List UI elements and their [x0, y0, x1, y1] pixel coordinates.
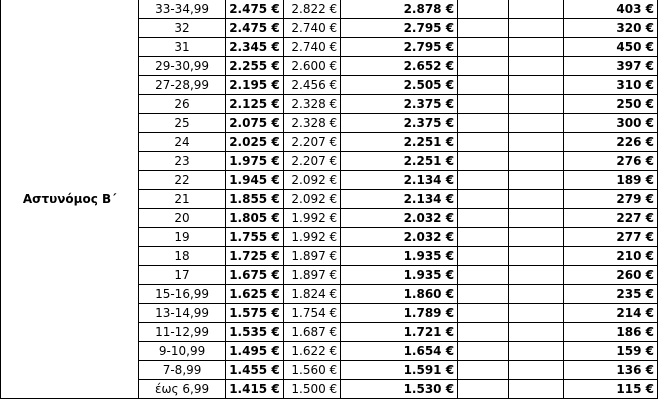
empty-cell-4 — [458, 95, 509, 114]
years-cell: 13-14,99 — [139, 304, 226, 323]
empty-cell-4 — [458, 38, 509, 57]
amount-cell-6: 214 € — [563, 304, 657, 323]
amount-cell-2: 1.992 € — [283, 228, 341, 247]
amount-cell-6: 403 € — [563, 0, 657, 19]
amount-cell-2: 2.328 € — [283, 95, 341, 114]
empty-cell-4 — [458, 0, 509, 19]
amount-cell-6: 320 € — [563, 19, 657, 38]
amount-cell-1: 2.125 € — [225, 95, 283, 114]
empty-cell-4 — [458, 380, 509, 399]
amount-cell-2: 2.822 € — [283, 0, 341, 19]
amount-cell-3: 2.375 € — [341, 114, 458, 133]
years-cell: έως 6,99 — [139, 380, 226, 399]
amount-cell-6: 260 € — [563, 266, 657, 285]
amount-cell-6: 136 € — [563, 361, 657, 380]
amount-cell-6: 276 € — [563, 152, 657, 171]
amount-cell-3: 1.530 € — [341, 380, 458, 399]
amount-cell-1: 1.675 € — [225, 266, 283, 285]
empty-cell-4 — [458, 114, 509, 133]
amount-cell-6: 115 € — [563, 380, 657, 399]
amount-cell-2: 1.622 € — [283, 342, 341, 361]
amount-cell-2: 1.824 € — [283, 285, 341, 304]
amount-cell-1: 1.415 € — [225, 380, 283, 399]
years-cell: 17 — [139, 266, 226, 285]
amount-cell-6: 277 € — [563, 228, 657, 247]
years-cell: 33-34,99 — [139, 0, 226, 19]
empty-cell-4 — [458, 228, 509, 247]
amount-cell-2: 1.687 € — [283, 323, 341, 342]
years-cell: 27-28,99 — [139, 76, 226, 95]
empty-cell-4 — [458, 190, 509, 209]
years-cell: 31 — [139, 38, 226, 57]
amount-cell-6: 226 € — [563, 133, 657, 152]
years-cell: 7-8,99 — [139, 361, 226, 380]
years-cell: 23 — [139, 152, 226, 171]
amount-cell-1: 1.495 € — [225, 342, 283, 361]
amount-cell-2: 2.207 € — [283, 133, 341, 152]
amount-cell-3: 2.375 € — [341, 95, 458, 114]
amount-cell-2: 2.740 € — [283, 38, 341, 57]
empty-cell-4 — [458, 19, 509, 38]
amount-cell-1: 2.025 € — [225, 133, 283, 152]
years-cell: 32 — [139, 19, 226, 38]
amount-cell-1: 1.855 € — [225, 190, 283, 209]
empty-cell-4 — [458, 342, 509, 361]
empty-cell-4 — [458, 247, 509, 266]
empty-cell-4 — [458, 152, 509, 171]
years-cell: 18 — [139, 247, 226, 266]
amount-cell-1: 1.455 € — [225, 361, 283, 380]
amount-cell-6: 210 € — [563, 247, 657, 266]
amount-cell-6: 186 € — [563, 323, 657, 342]
years-cell: 29-30,99 — [139, 57, 226, 76]
amount-cell-3: 2.032 € — [341, 228, 458, 247]
amount-cell-3: 2.251 € — [341, 133, 458, 152]
empty-cell-5 — [509, 380, 564, 399]
empty-cell-4 — [458, 304, 509, 323]
amount-cell-3: 1.935 € — [341, 266, 458, 285]
empty-cell-5 — [509, 247, 564, 266]
amount-cell-6: 450 € — [563, 38, 657, 57]
years-cell: 21 — [139, 190, 226, 209]
amount-cell-3: 1.721 € — [341, 323, 458, 342]
amount-cell-3: 2.032 € — [341, 209, 458, 228]
amount-cell-3: 1.591 € — [341, 361, 458, 380]
empty-cell-4 — [458, 323, 509, 342]
salary-table-body — [1, 0, 658, 399]
empty-cell-4 — [458, 57, 509, 76]
amount-cell-1: 2.255 € — [225, 57, 283, 76]
amount-cell-2: 2.456 € — [283, 76, 341, 95]
amount-cell-2: 1.560 € — [283, 361, 341, 380]
amount-cell-1: 2.475 € — [225, 0, 283, 19]
amount-cell-2: 1.754 € — [283, 304, 341, 323]
empty-cell-4 — [458, 133, 509, 152]
empty-cell-5 — [509, 361, 564, 380]
empty-cell-5 — [509, 95, 564, 114]
amount-cell-2: 2.207 € — [283, 152, 341, 171]
amount-cell-1: 2.345 € — [225, 38, 283, 57]
empty-cell-4 — [458, 76, 509, 95]
empty-cell-5 — [509, 323, 564, 342]
amount-cell-1: 2.075 € — [225, 114, 283, 133]
amount-cell-6: 397 € — [563, 57, 657, 76]
amount-cell-1: 1.575 € — [225, 304, 283, 323]
empty-cell-4 — [458, 361, 509, 380]
empty-cell-5 — [509, 38, 564, 57]
years-cell: 24 — [139, 133, 226, 152]
amount-cell-2: 1.897 € — [283, 266, 341, 285]
amount-cell-2: 2.600 € — [283, 57, 341, 76]
amount-cell-2: 2.328 € — [283, 114, 341, 133]
empty-cell-4 — [458, 171, 509, 190]
amount-cell-1: 1.975 € — [225, 152, 283, 171]
amount-cell-3: 1.935 € — [341, 247, 458, 266]
empty-cell-5 — [509, 342, 564, 361]
empty-cell-5 — [509, 114, 564, 133]
amount-cell-1: 1.625 € — [225, 285, 283, 304]
empty-cell-5 — [509, 76, 564, 95]
amount-cell-3: 1.789 € — [341, 304, 458, 323]
amount-cell-6: 279 € — [563, 190, 657, 209]
amount-cell-2: 2.740 € — [283, 19, 341, 38]
amount-cell-2: 1.992 € — [283, 209, 341, 228]
empty-cell-5 — [509, 19, 564, 38]
amount-cell-3: 2.251 € — [341, 152, 458, 171]
amount-cell-1: 2.475 € — [225, 19, 283, 38]
amount-cell-2: 2.092 € — [283, 171, 341, 190]
amount-cell-3: 2.878 € — [341, 0, 458, 19]
table-row — [1, 0, 658, 19]
empty-cell-5 — [509, 228, 564, 247]
amount-cell-6: 300 € — [563, 114, 657, 133]
amount-cell-6: 310 € — [563, 76, 657, 95]
empty-cell-5 — [509, 152, 564, 171]
amount-cell-3: 2.795 € — [341, 38, 458, 57]
years-cell: 19 — [139, 228, 226, 247]
amount-cell-2: 2.092 € — [283, 190, 341, 209]
amount-cell-6: 189 € — [563, 171, 657, 190]
years-cell: 9-10,99 — [139, 342, 226, 361]
amount-cell-6: 250 € — [563, 95, 657, 114]
empty-cell-5 — [509, 133, 564, 152]
amount-cell-3: 2.652 € — [341, 57, 458, 76]
amount-cell-3: 2.505 € — [341, 76, 458, 95]
amount-cell-6: 159 € — [563, 342, 657, 361]
amount-cell-3: 2.134 € — [341, 190, 458, 209]
amount-cell-1: 1.755 € — [225, 228, 283, 247]
amount-cell-3: 1.654 € — [341, 342, 458, 361]
empty-cell-5 — [509, 304, 564, 323]
years-cell: 15-16,99 — [139, 285, 226, 304]
empty-cell-5 — [509, 209, 564, 228]
amount-cell-1: 1.945 € — [225, 171, 283, 190]
empty-cell-4 — [458, 209, 509, 228]
empty-cell-4 — [458, 285, 509, 304]
amount-cell-3: 2.795 € — [341, 19, 458, 38]
empty-cell-5 — [509, 190, 564, 209]
years-cell: 25 — [139, 114, 226, 133]
empty-cell-4 — [458, 266, 509, 285]
amount-cell-6: 227 € — [563, 209, 657, 228]
empty-cell-5 — [509, 57, 564, 76]
years-cell: 20 — [139, 209, 226, 228]
amount-cell-1: 2.195 € — [225, 76, 283, 95]
amount-cell-1: 1.805 € — [225, 209, 283, 228]
amount-cell-3: 1.860 € — [341, 285, 458, 304]
amount-cell-2: 1.897 € — [283, 247, 341, 266]
years-cell: 26 — [139, 95, 226, 114]
rank-label: Αστυνόμος Β΄ — [1, 0, 139, 399]
empty-cell-5 — [509, 171, 564, 190]
amount-cell-2: 1.500 € — [283, 380, 341, 399]
years-cell: 11-12,99 — [139, 323, 226, 342]
years-cell: 22 — [139, 171, 226, 190]
amount-cell-1: 1.725 € — [225, 247, 283, 266]
amount-cell-6: 235 € — [563, 285, 657, 304]
empty-cell-5 — [509, 266, 564, 285]
empty-cell-5 — [509, 285, 564, 304]
amount-cell-1: 1.535 € — [225, 323, 283, 342]
empty-cell-5 — [509, 0, 564, 19]
amount-cell-3: 2.134 € — [341, 171, 458, 190]
